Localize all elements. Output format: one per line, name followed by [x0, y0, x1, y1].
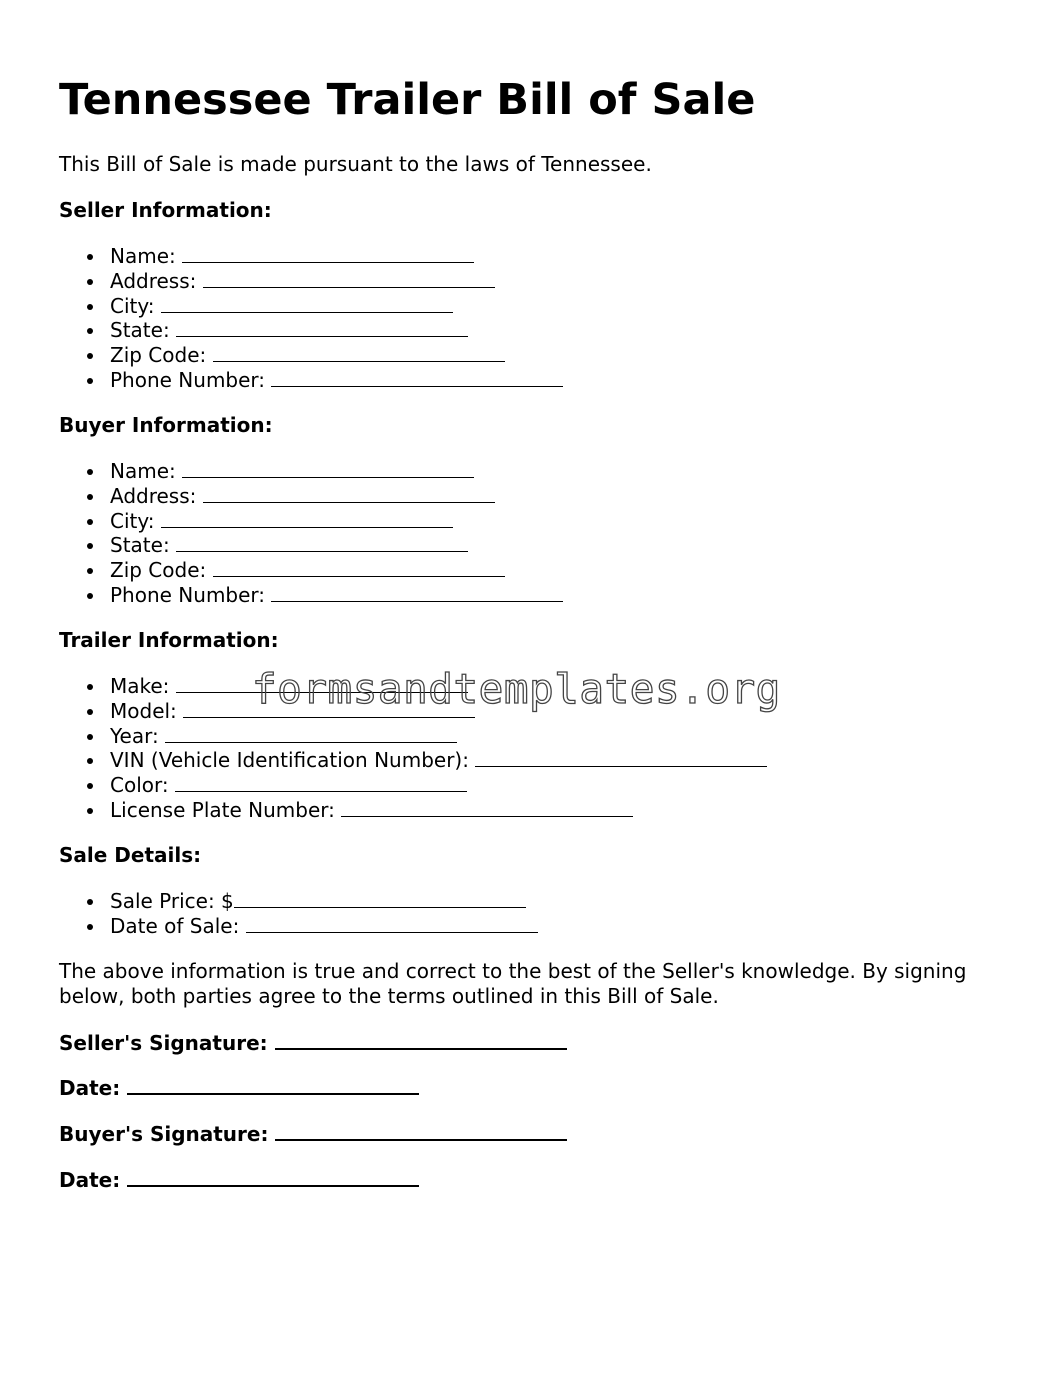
fill-blank[interactable]	[475, 748, 767, 767]
sale-price-field	[110, 889, 538, 914]
seller-phone-field	[110, 368, 563, 393]
seller-signature-label: Seller's Signature:	[59, 1031, 268, 1055]
seller-date-line	[59, 1075, 419, 1101]
seller-field-list	[59, 244, 563, 393]
buyer-state-field	[110, 533, 563, 558]
buyer-name-field	[110, 459, 563, 484]
buyer-zip-field	[110, 558, 563, 583]
fill-blank[interactable]	[246, 914, 538, 933]
fill-blank[interactable]	[176, 674, 468, 693]
field-label: Phone Number:	[110, 367, 266, 392]
trailer-heading: Trailer Information:	[59, 628, 279, 652]
fill-blank[interactable]	[271, 368, 563, 387]
buyer-phone-field	[110, 583, 563, 608]
signature-blank[interactable]	[275, 1030, 567, 1050]
buyer-date-line	[59, 1167, 419, 1193]
field-label: Address:	[110, 268, 197, 293]
fill-blank[interactable]	[203, 484, 495, 503]
fill-blank[interactable]	[213, 558, 505, 577]
field-label: City:	[110, 508, 155, 533]
fill-blank[interactable]	[271, 583, 563, 602]
fill-blank[interactable]	[176, 318, 468, 337]
buyer-signature-label: Buyer's Signature:	[59, 1122, 269, 1146]
intro-paragraph: This Bill of Sale is made pursuant to the laws of Tennessee.	[59, 152, 652, 176]
trailer-year-field	[110, 724, 767, 749]
field-label: Model:	[110, 698, 177, 723]
field-label: Make:	[110, 674, 170, 698]
statement-paragraph: The above information is true and correct to the best of the Seller's knowledge. By signing below, both parties agree to the terms outlined in this Bill of Sale.	[59, 959, 967, 1008]
buyer-signature-line	[59, 1121, 567, 1147]
buyer-heading: Buyer Information:	[59, 413, 273, 437]
field-label: State:	[110, 318, 170, 343]
fill-blank[interactable]	[165, 724, 457, 743]
field-label: Zip Code:	[110, 558, 207, 583]
fill-blank[interactable]	[341, 798, 633, 817]
seller-heading: Seller Information:	[59, 198, 272, 222]
buyer-city-field	[110, 509, 563, 534]
fill-blank[interactable]	[176, 533, 468, 552]
fill-blank[interactable]	[183, 699, 475, 718]
field-label: License Plate Number:	[110, 797, 335, 822]
field-label: Name:	[110, 244, 176, 268]
seller-date-label: Date:	[59, 1076, 121, 1100]
trailer-license-plate-field	[110, 798, 767, 823]
fill-blank[interactable]	[161, 509, 453, 528]
watermark: formsandtemplates.org	[252, 665, 781, 713]
field-label: Year:	[110, 723, 159, 748]
field-label: City:	[110, 293, 155, 318]
fill-blank[interactable]	[161, 294, 453, 313]
signature-blank[interactable]	[275, 1121, 567, 1141]
field-label: Name:	[110, 459, 176, 483]
field-label: VIN (Vehicle Identification Number):	[110, 748, 469, 773]
field-label: Address:	[110, 483, 197, 508]
trailer-field-list	[59, 674, 767, 823]
date-blank[interactable]	[127, 1075, 419, 1095]
buyer-address-field	[110, 484, 563, 509]
seller-city-field	[110, 294, 563, 319]
seller-zip-field	[110, 343, 563, 368]
buyer-date-label: Date:	[59, 1168, 121, 1192]
document-title: Tennessee Trailer Bill of Sale	[59, 75, 756, 125]
sale-heading: Sale Details:	[59, 843, 202, 867]
field-label: Sale Price: $	[110, 889, 234, 913]
field-label: Zip Code:	[110, 343, 207, 368]
buyer-field-list	[59, 459, 563, 608]
sale-date-field	[110, 914, 538, 939]
field-label: State:	[110, 533, 170, 558]
fill-blank[interactable]	[234, 889, 526, 908]
seller-state-field	[110, 318, 563, 343]
trailer-model-field	[110, 699, 767, 724]
field-label: Phone Number:	[110, 582, 266, 607]
fill-blank[interactable]	[182, 459, 474, 478]
fill-blank[interactable]	[203, 269, 495, 288]
field-label: Color:	[110, 773, 169, 798]
seller-name-field	[110, 244, 563, 269]
date-blank[interactable]	[127, 1167, 419, 1187]
trailer-vin-field	[110, 748, 767, 773]
fill-blank[interactable]	[175, 773, 467, 792]
trailer-color-field	[110, 773, 767, 798]
seller-signature-line	[59, 1030, 567, 1056]
sale-field-list	[59, 889, 538, 939]
field-label: Date of Sale:	[110, 913, 240, 938]
fill-blank[interactable]	[182, 244, 474, 263]
seller-address-field	[110, 269, 563, 294]
fill-blank[interactable]	[213, 343, 505, 362]
trailer-make-field	[110, 674, 767, 699]
